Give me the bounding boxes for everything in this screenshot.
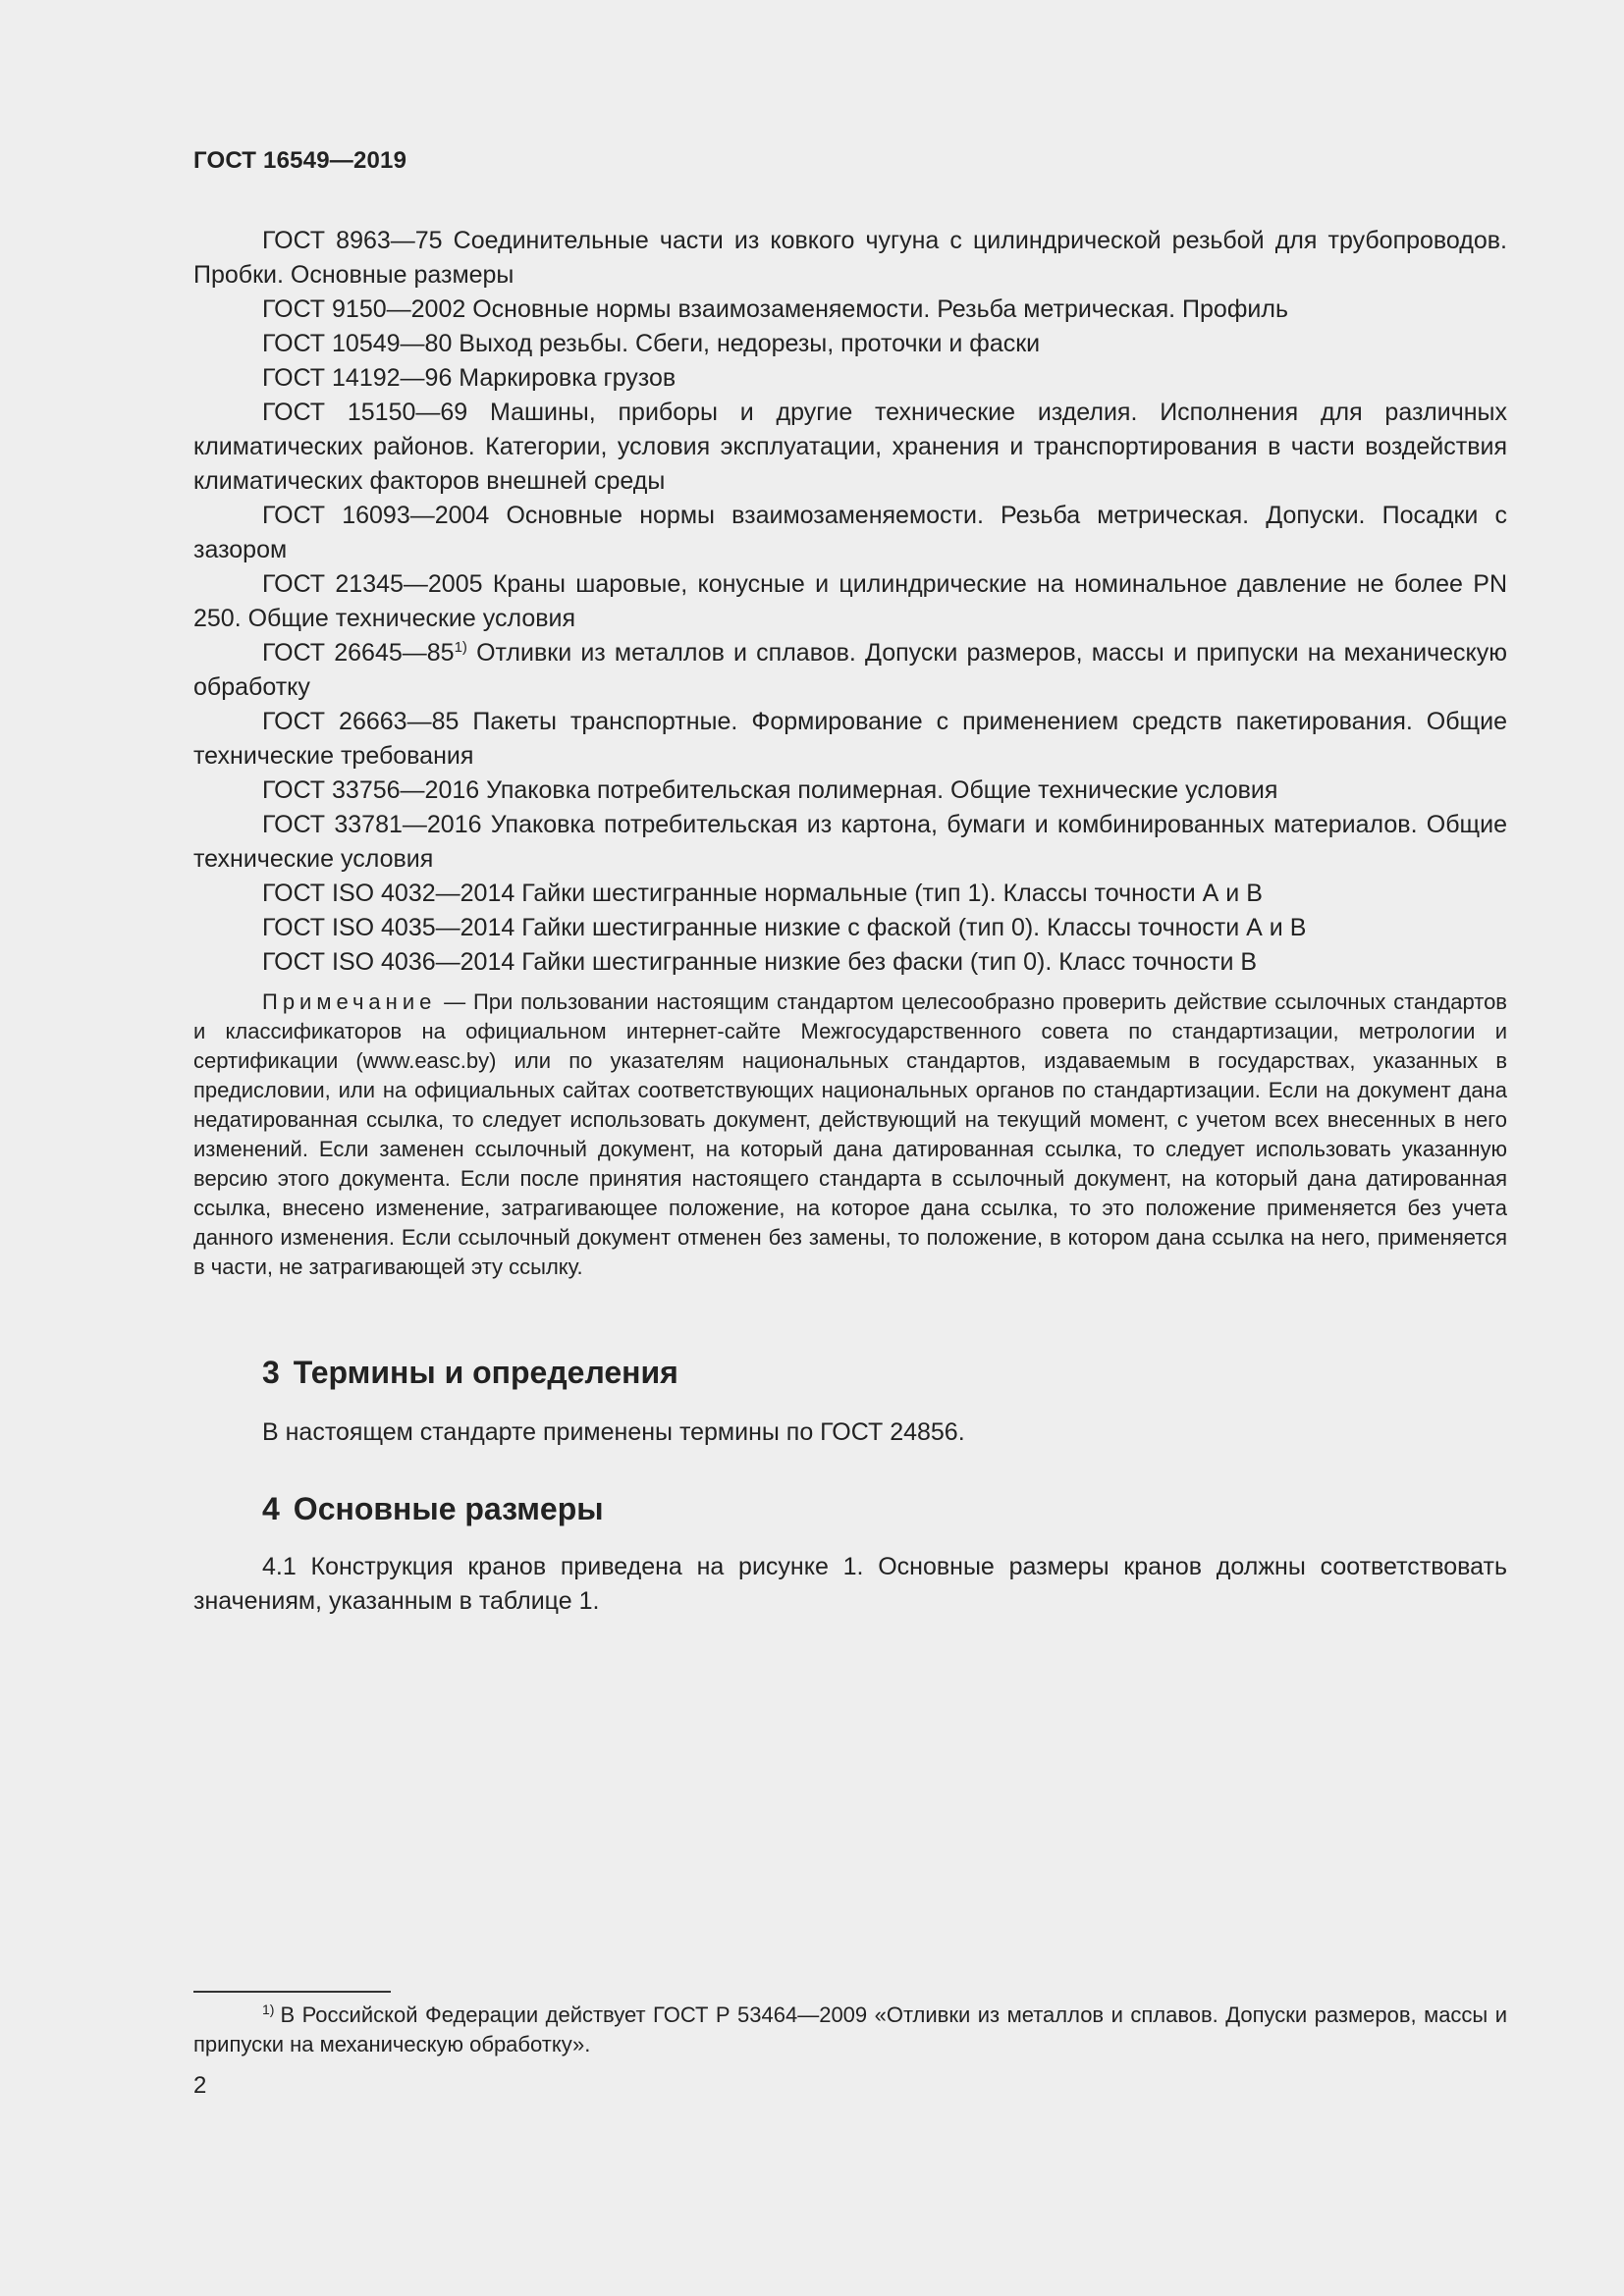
reference-item: ГОСТ ISO 4035—2014 Гайки шестигранные низкие с фаской (тип 0). Классы точности А и В [262,914,1307,941]
footnote-divider [193,1991,391,1993]
reference-item: ГОСТ ISO 4036—2014 Гайки шестигранные низкие без фаски (тип 0). Класс точности В [262,948,1258,976]
page-number: 2 [193,2072,207,2099]
footnote-marker: 1) [262,2002,275,2017]
reference-item: ГОСТ 33756—2016 Упаковка потребительская полимерная. Общие технические условия [262,776,1278,804]
normative-references-list [193,224,1507,980]
reference-item: ГОСТ 26645—85$^{1)}$ Отливки из металлов и сплавов. Допуски размеров, массы и припуски на механическую обработку [193,639,1508,701]
reference-item: ГОСТ 10549—80 Выход резьбы. Сбеги, недорезы, проточки и фаски [262,330,1041,357]
note-paragraph [193,988,1507,1282]
document-header: ГОСТ 16549—2019 [193,147,407,174]
section-title: Термины и определения [293,1355,678,1390]
reference-item: ГОСТ 16093—2004 Основные нормы взаимозаменяемости. Резьба метрическая. Допуски. Посадки с зазором [193,502,1507,563]
section-4-heading [262,1491,604,1527]
reference-item: ГОСТ 14192—96 Маркировка грузов [262,364,677,392]
note-label: Примечание [262,989,437,1014]
reference-item: ГОСТ 9150—2002 Основные нормы взаимозаменяемости. Резьба метрическая. Профиль [262,295,1288,323]
note-text: — При пользовании настоящим стандартом целесообразно проверить действие ссылочных стандартов и классификаторов на официальном интернет-сайте Межгосударственного совета по стандартизации, метрологии и сертификации (www.easc.by) или по указателям национальных стандартов, издаваемым в государствах, указанных в предисловии, или на официальных сайтах соответствующих национальных органов по стандартизации. Если на документ дана недатированная ссылка, то следует использовать документ, действующий на текущий момент, с учетом всех внесенных в него изменений. Если заменен ссылочный документ, на который дана датированная ссылка, то следует использовать указанную версию этого документа. Если после принятия настоящего стандарта в ссылочный документ, на который дана датированная ссылка, внесено изменение, затрагивающее положение, на которое дана ссылка, то это положение применяется без учета данного изменения. Если ссылочный документ отменен без замены, то положение, в котором дана ссылка на него, применяется в части, не затрагивающей эту ссылку. [193,989,1507,1279]
section-number: 4 [262,1491,280,1526]
section-title: Основные размеры [293,1491,604,1526]
section-3-heading [262,1355,678,1391]
section-4-text: 4.1 Конструкция кранов приведена на рисунке 1. Основные размеры кранов должны соответствовать значениям, указанным в таблице 1. [193,1553,1507,1615]
reference-item: ГОСТ 8963—75 Соединительные части из ковкого чугуна с цилиндрической резьбой для трубопроводов. Пробки. Основные размеры [193,227,1507,289]
document-page [193,0,1507,2296]
reference-item: ГОСТ 15150—69 Машины, приборы и другие технические изделия. Исполнения для различных климатических районов. Категории, условия эксплуатации, хранения и транспортирования в части воздействия климатических факторов внешней среды [193,399,1507,495]
footnote [193,2001,1507,2059]
reference-item: ГОСТ 33781—2016 Упаковка потребительская из картона, бумаги и комбинированных материалов. Общие технические условия [193,811,1507,873]
reference-item: ГОСТ ISO 4032—2014 Гайки шестигранные нормальные (тип 1). Классы точности А и В [262,880,1263,907]
section-number: 3 [262,1355,280,1390]
footnote-marker: 1) [454,639,467,656]
footnote-text: В Российской Федерации действует ГОСТ Р 53464—2009 «Отливки из металлов и сплавов. Допуски размеров, массы и припуски на механическую обработку». [193,2002,1507,2056]
reference-item: ГОСТ 21345—2005 Краны шаровые, конусные и цилиндрические на номинальное давление не более PN 250. Общие технические условия [193,570,1507,632]
section-3-text: В настоящем стандарте применены термины по ГОСТ 24856. [262,1418,965,1446]
reference-item: ГОСТ 26663—85 Пакеты транспортные. Формирование с применением средств пакетирования. Общие технические требования [193,708,1507,770]
